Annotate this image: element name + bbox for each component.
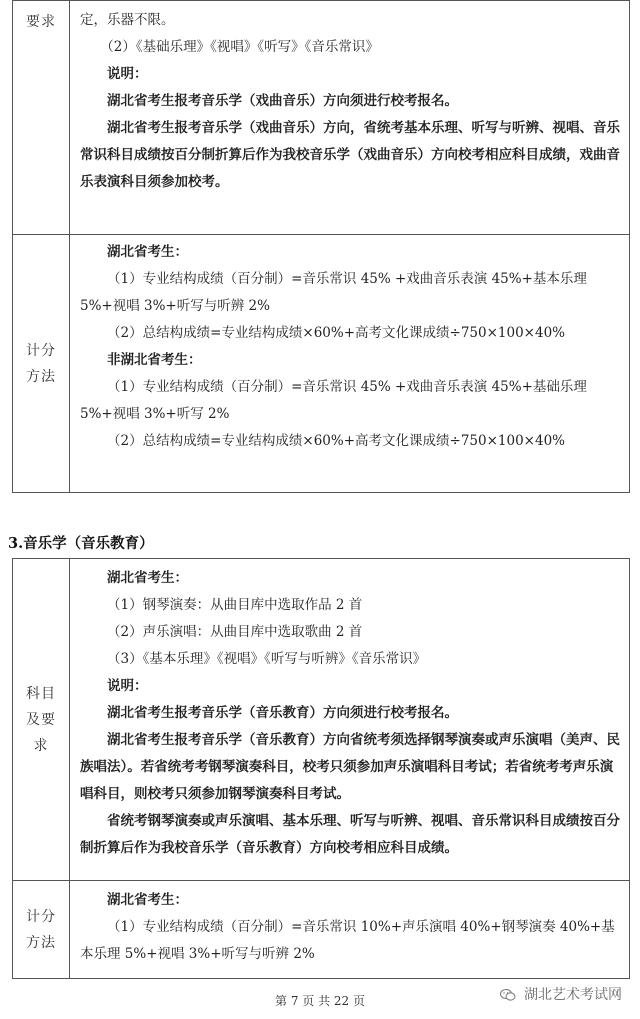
text-line: （1）钢琴演奏：从曲目库中选取作品 2 首 [107,597,363,613]
row-label-text: 计分方法 [25,342,56,385]
text-line: （1）专业结构成绩（百分制）=音乐常识 45% +戏曲音乐表演 45%+基本乐理 5%+视唱 3%+听写与听辨 2% [80,271,587,314]
table-row [13,559,630,881]
text-line: （2）声乐演唱：从曲目库中选取歌曲 2 首 [107,624,363,640]
text-line: 湖北省考生： [107,244,188,260]
text-line: 湖北省考生： [107,892,188,908]
text-line: （2）总结构成绩=专业结构成绩×60%+高考文化课成绩÷750×100×40% [107,325,566,341]
row-label-scoring [13,881,70,979]
text-line: （1）专业结构成绩（百分制）=音乐常识 45% +戏曲音乐表演 45%+基础乐理 5%+视唱 3%+听写 2% [80,379,587,422]
text-line: 湖北省考生报考音乐学（音乐教育）方向省统考须选择钢琴演奏或声乐演唱（美声、民族唱法）。若省统考考钢琴演奏科目，校考只须参加声乐演唱科目考试；若省统考考声乐演唱科目，则校考只须参加钢琴演奏科目考试。 [80,732,620,802]
note-heading: 说明： [107,678,148,694]
row-label-text: 科目及要求 [25,685,56,754]
text-line: 定，乐器不限。 [80,12,175,28]
watermark-text: 湖北艺术考试网 [524,987,622,1003]
scoring-content [70,881,630,979]
note-heading: 说明： [107,66,148,82]
subjects-content [70,559,630,881]
page-footer: 第 7 页 共 22 页 [275,994,365,1008]
table-row [13,1,630,235]
text-line: （2）总结构成绩=专业结构成绩×60%+高考文化课成绩÷750×100×40% [107,433,566,449]
text-line: （3）《基本乐理》《视唱》《听写与听辨》《音乐常识》 [107,651,427,667]
table-row [13,881,630,979]
table-music-opera [12,0,630,493]
watermark [500,984,622,1004]
row-label-scoring [13,235,70,493]
text-line: （2）《基础乐理》《视唱》《听写》《音乐常识》 [100,39,379,55]
row-label-text: 计分方法 [25,908,56,951]
row-label-subjects [13,559,70,881]
section-heading: 3.音乐学（音乐教育） [8,535,154,552]
table-music-education [12,558,630,979]
row-label-text: 要求 [26,14,56,30]
wechat-icon [500,988,516,1002]
scoring-content [70,235,630,493]
text-line: 湖北省考生报考音乐学（戏曲音乐）方向，省统考基本乐理、听写与听辨、视唱、音乐常识科目成绩按百分制折算后作为我校音乐学（戏曲音乐）方向校考相应科目成绩，戏曲音乐表演科目须参加校考。 [80,120,620,190]
text-line: 湖北省考生报考音乐学（戏曲音乐）方向须进行校考报名。 [107,93,458,109]
row-label-requirements [13,1,70,235]
table-row [13,235,630,493]
text-line: 省统考钢琴演奏或声乐演唱、基本乐理、听写与听辨、视唱、音乐常识科目成绩按百分制折算后作为我校音乐学（音乐教育）方向校考相应科目成绩。 [80,813,620,856]
text-line: （1）专业结构成绩（百分制）=音乐常识 10%+声乐演唱 40%+钢琴演奏 40%+基本乐理 5%+视唱 3%+听写与听辨 2% [80,919,615,962]
requirements-content [70,1,630,235]
text-line: 非湖北省考生： [107,352,202,368]
text-line: 湖北省考生： [107,570,188,586]
text-line: 湖北省考生报考音乐学（音乐教育）方向须进行校考报名。 [107,705,458,721]
